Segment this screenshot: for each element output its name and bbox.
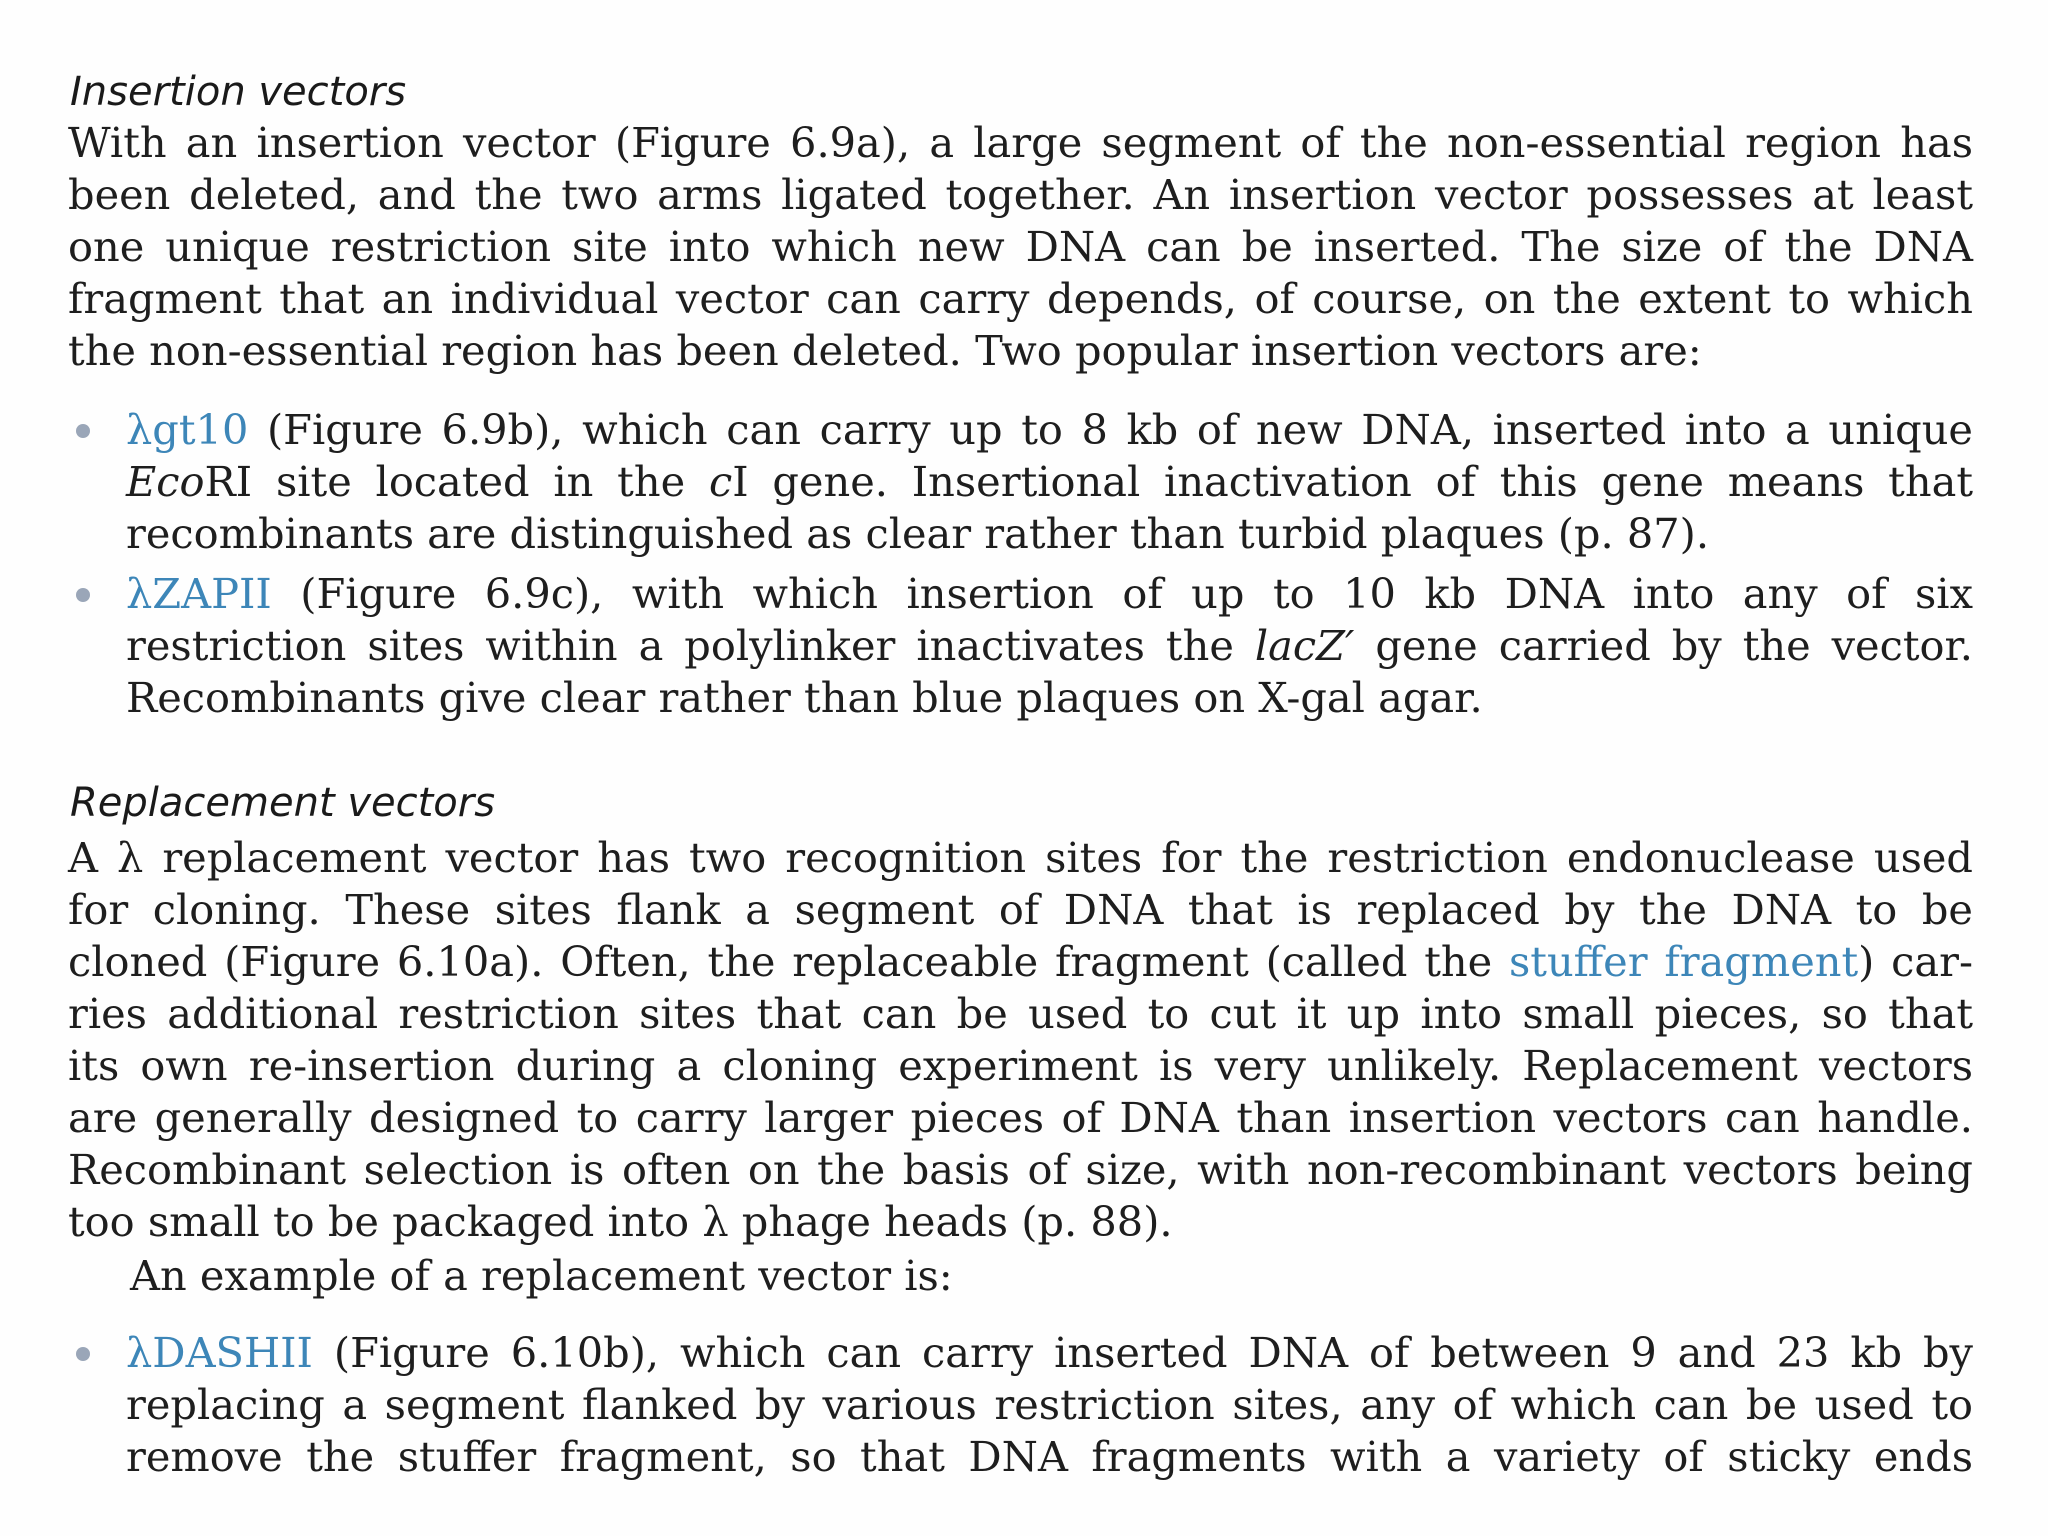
bullet-line: λZAPII (Figure 6.9c), with which insertion of up to 10 kb DNA into any of six bbox=[126, 569, 1973, 618]
paragraph-line: for cloning. These sites flank a segment of DNA that is replaced by the DNA to be bbox=[68, 885, 1973, 934]
bullet-item-lambda-dashii bbox=[68, 1327, 1973, 1483]
term-lambda-gt10: λgt10 bbox=[126, 405, 249, 454]
paragraph-line: been deleted, and the two arms ligated together. An insertion vector possesses at least bbox=[68, 170, 1973, 219]
bullet-line: recombinants are distinguished as clear rather than turbid plaques (p. 87). bbox=[126, 509, 1710, 558]
term-stuffer-fragment: stuffer fragment bbox=[1508, 937, 1859, 986]
paragraph-line: ries additional restriction sites that can be used to cut it up into small pieces, so that bbox=[68, 989, 1973, 1038]
bullet-icon bbox=[76, 424, 90, 438]
paragraph-line: are generally designed to carry larger pieces of DNA than insertion vectors can handle. bbox=[68, 1093, 1973, 1142]
bullet-line: remove the stuffer fragment, so that DNA fragments with a variety of sticky ends bbox=[126, 1432, 1973, 1481]
bullet-icon bbox=[76, 1347, 90, 1361]
paragraph-line: too small to be packaged into λ phage heads (p. 88). bbox=[68, 1197, 1173, 1246]
paragraph-line: its own re-insertion during a cloning experiment is very unlikely. Replacement vectors bbox=[68, 1041, 1973, 1090]
paragraph-line: A λ replacement vector has two recognition sites for the restriction endonuclease used bbox=[68, 833, 1973, 882]
paragraph-line: With an insertion vector (Figure 6.9a), a large segment of the non-essential region has bbox=[68, 118, 1973, 167]
bullet-item-lambda-zapii bbox=[68, 568, 1973, 724]
paragraph-line: cloned (Figure 6.10a). Often, the replaceable fragment (called the stuffer fragment) car- bbox=[68, 937, 1973, 986]
bullet-line: λDASHII (Figure 6.10b), which can carry inserted DNA of between 9 and 23 kb by bbox=[126, 1328, 1973, 1377]
paragraph-line: Recombinant selection is often on the basis of size, with non-recombinant vectors being bbox=[68, 1145, 1973, 1194]
section-heading-insertion-vectors: Insertion vectors bbox=[70, 69, 407, 115]
paragraph-line: one unique restriction site into which new DNA can be inserted. The size of the DNA bbox=[68, 222, 1973, 271]
term-lambda-zapii: λZAPII bbox=[126, 569, 272, 618]
bullet-line: EcoRI site located in the cI gene. Insertional inactivation of this gene means that bbox=[126, 457, 1973, 506]
bullet-line: λgt10 (Figure 6.9b), which can carry up to 8 kb of new DNA, inserted into a unique bbox=[126, 405, 1973, 454]
replacement-vectors-paragraph bbox=[68, 832, 1973, 1248]
bullet-line: Recombinants give clear rather than blue plaques on X-gal agar. bbox=[126, 673, 1483, 722]
term-lambda-dashii: λDASHII bbox=[126, 1328, 313, 1377]
paragraph-line: fragment that an individual vector can carry depends, of course, on the extent to which bbox=[68, 274, 1973, 323]
section-heading-replacement-vectors: Replacement vectors bbox=[70, 780, 496, 826]
bullet-line: restriction sites within a polylinker inactivates the lacZ′ gene carried by the vector. bbox=[126, 621, 1973, 670]
bullet-line: replacing a segment flanked by various restriction sites, any of which can be used to bbox=[126, 1380, 1973, 1429]
example-intro-line: An example of a replacement vector is: bbox=[130, 1251, 953, 1300]
insertion-vectors-paragraph bbox=[68, 117, 1973, 377]
bullet-icon bbox=[76, 588, 90, 602]
bullet-item-lambda-gt10 bbox=[68, 404, 1973, 560]
paragraph-line: the non-essential region has been deleted. Two popular insertion vectors are: bbox=[68, 326, 1702, 375]
